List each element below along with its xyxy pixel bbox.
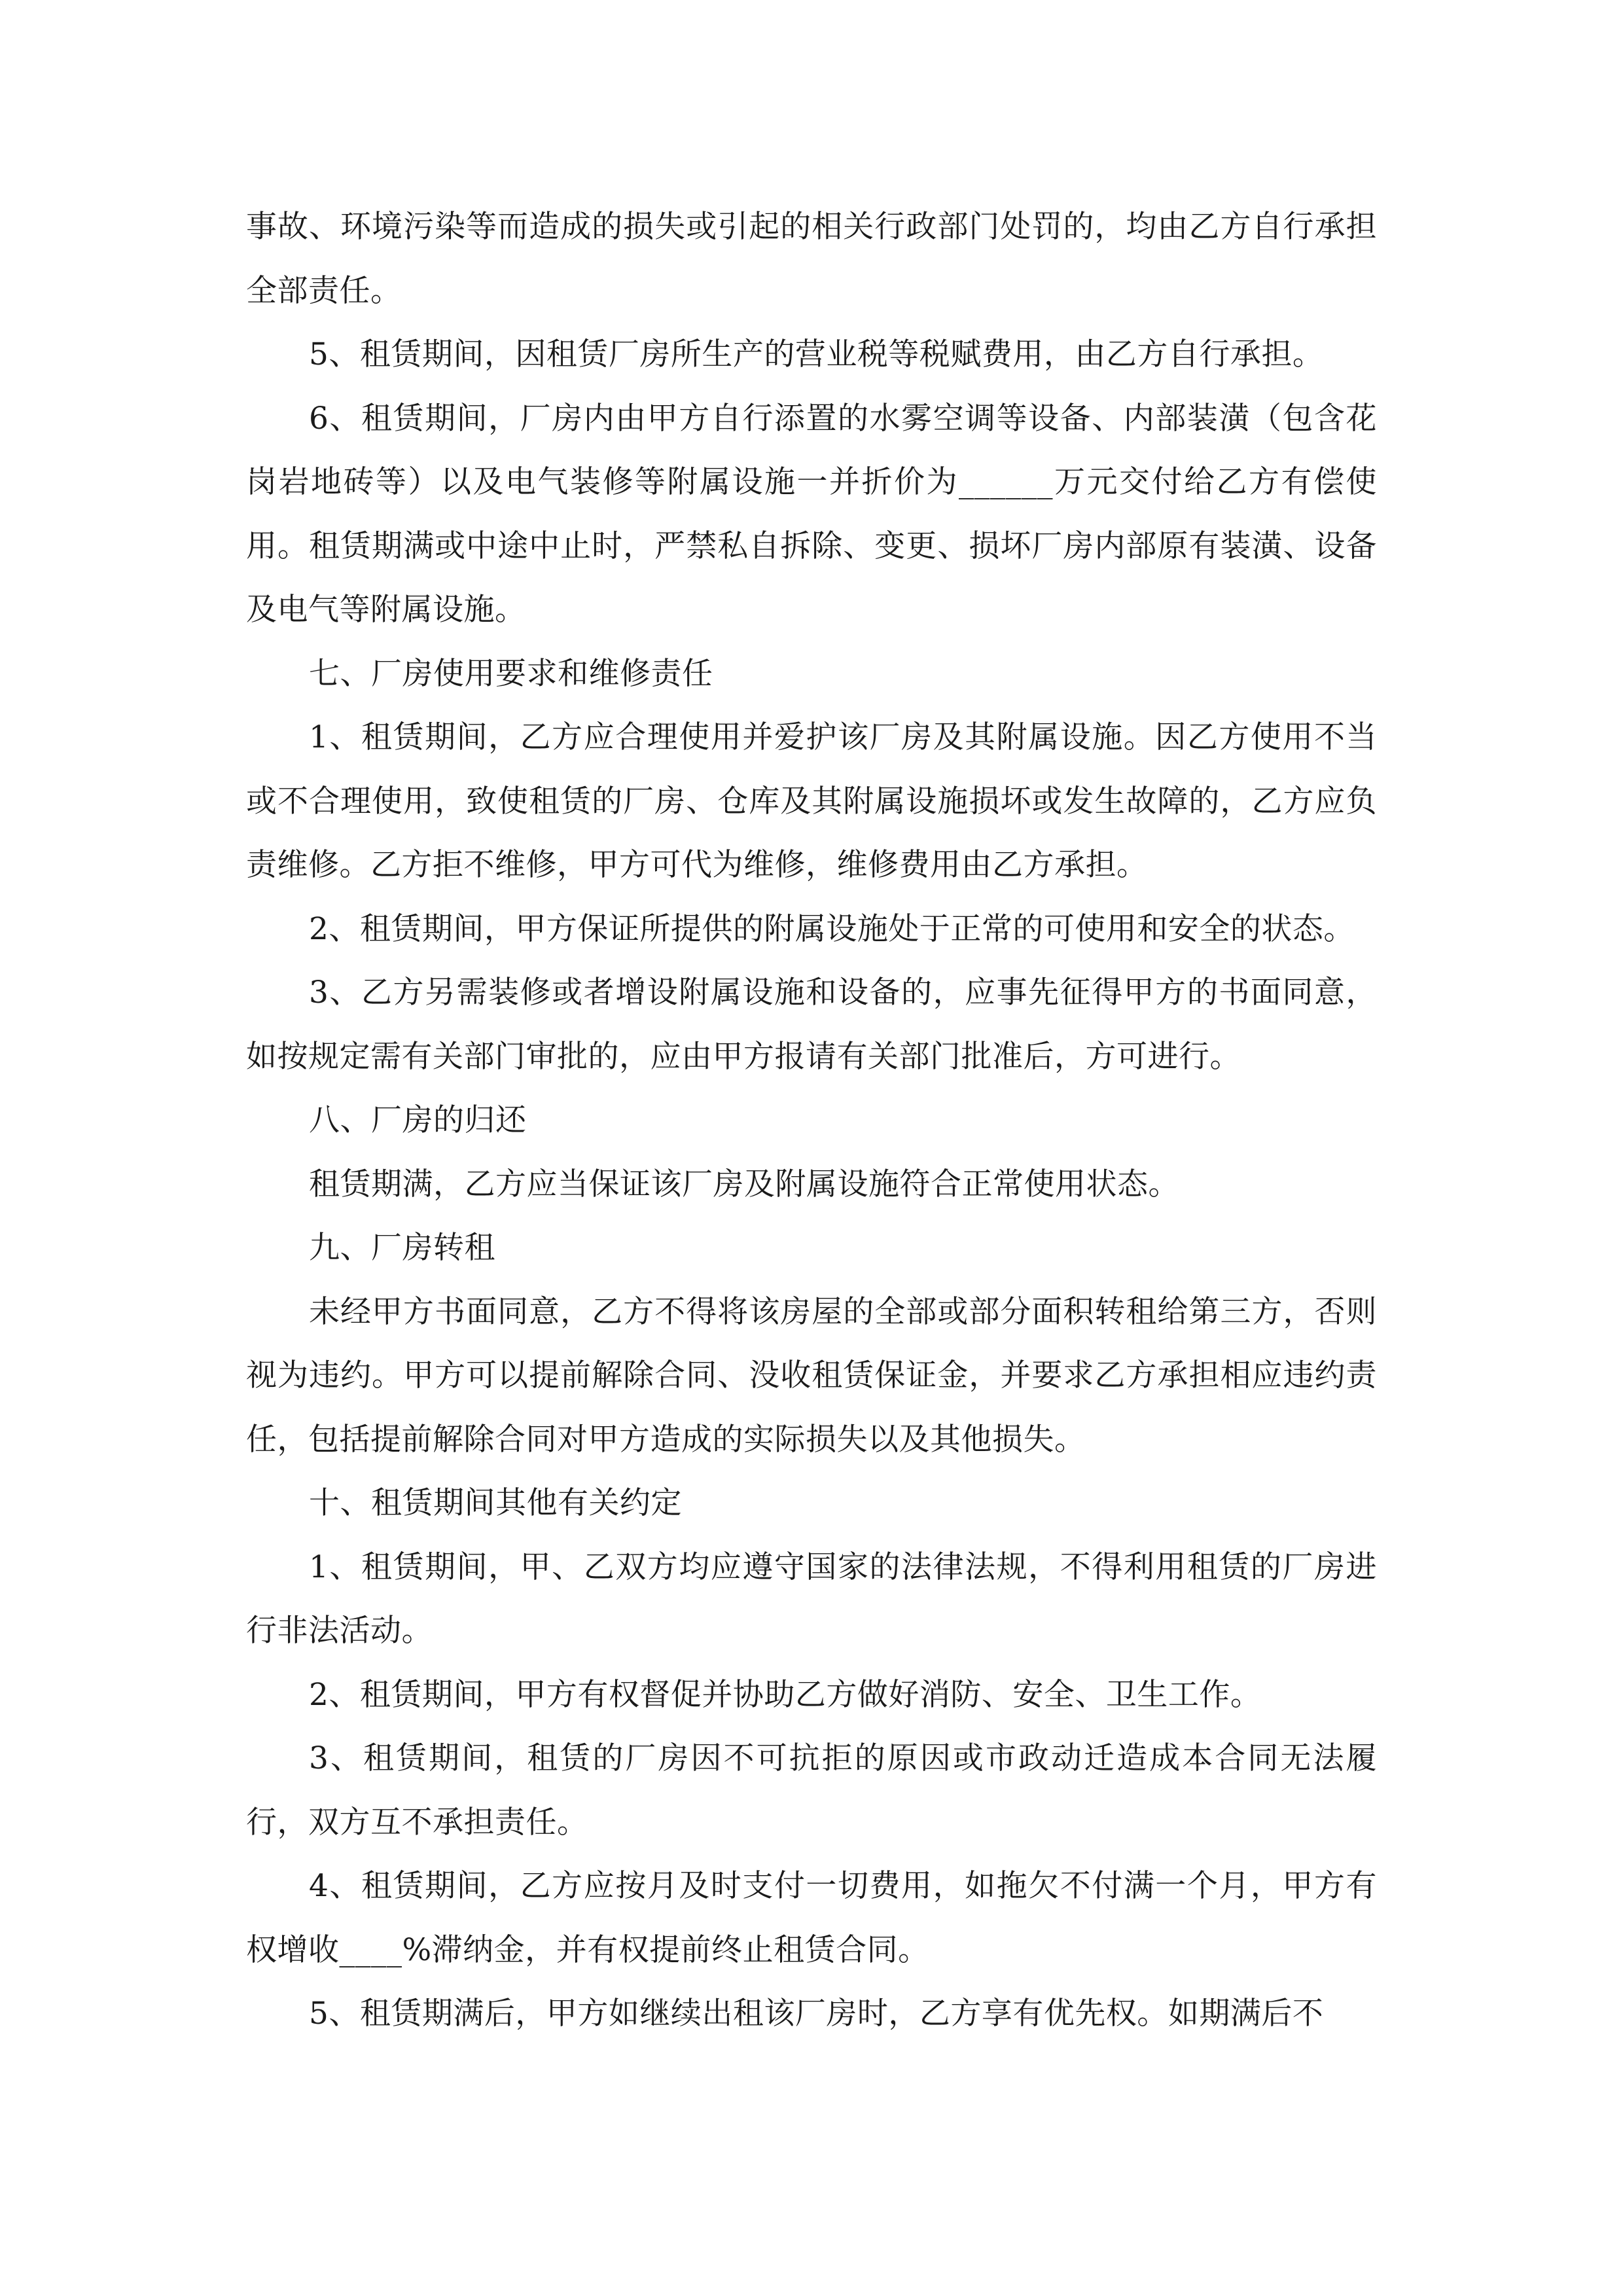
section-heading: 九、厂房转租 xyxy=(309,1230,495,1266)
paragraph: 3、租赁期间，租赁的厂房因不可抗拒的原因或市政动迁造成本合同无法履行，双方互不承担责任。 xyxy=(246,1740,1377,1840)
paragraph: 2、租赁期间，甲方保证所提供的附属设施处于正常的可使用和安全的状态。 xyxy=(309,910,1355,947)
paragraph: 5、租赁期满后，甲方如继续出租该厂房时，乙方享有优先权。如期满后不 xyxy=(309,1996,1324,2032)
paragraph: 事故、环境污染等而造成的损失或引起的相关行政部门处罚的，均由乙方自行承担全部责任。 xyxy=(246,209,1377,309)
section-heading: 七、厂房使用要求和维修责任 xyxy=(309,655,713,692)
paragraph: 3、乙方另需装修或者增设附属设施和设备的，应事先征得甲方的书面同意，如按规定需有关部门审批的，应由甲方报请有关部门批准后，方可进行。 xyxy=(246,975,1377,1075)
section-heading: 十、租赁期间其他有关约定 xyxy=(309,1485,682,1521)
paragraph: 1、租赁期间，甲、乙双方均应遵守国家的法律法规，不得利用租赁的厂房进行非法活动。 xyxy=(246,1549,1377,1649)
paragraph: 未经甲方书面同意，乙方不得将该房屋的全部或部分面积转租给第三方，否则视为违约。甲方可以提前解除合同、没收租赁保证金，并要求乙方承担相应违约责任，包括提前解除合同对甲方造成的实际损失以及其他损失。 xyxy=(246,1293,1377,1458)
paragraph: 6、租赁期间，厂房内由甲方自行添置的水雾空调等设备、内部装潢（包含花岗岩地砖等）以及电气装修等附属设施一并折价为______万元交付给乙方有偿使用。租赁期满或中途中止时，严禁私自拆除、变更、损坏厂房内部原有装潢、设备及电气等附属设施。 xyxy=(246,400,1377,628)
paragraph: 1、租赁期间，乙方应合理使用并爱护该厂房及其附属设施。因乙方使用不当或不合理使用，致使租赁的厂房、仓库及其附属设施损坏或发生故障的，乙方应负责维修。乙方拒不维修，甲方可代为维修，维修费用由乙方承担。 xyxy=(246,719,1377,883)
paragraph: 租赁期满，乙方应当保证该厂房及附属设施符合正常使用状态。 xyxy=(309,1166,1179,1202)
section-heading: 八、厂房的归还 xyxy=(309,1102,527,1138)
paragraph: 4、租赁期间，乙方应按月及时支付一切费用，如拖欠不付满一个月，甲方有权增收____%滞纳金，并有权提前终止租赁合同。 xyxy=(246,1868,1377,1968)
contract-body xyxy=(246,195,1377,2046)
paragraph: 2、租赁期间，甲方有权督促并协助乙方做好消防、安全、卫生工作。 xyxy=(309,1676,1262,1713)
paragraph: 5、租赁期间，因租赁厂房所生产的营业税等税赋费用，由乙方自行承担。 xyxy=(309,336,1324,372)
